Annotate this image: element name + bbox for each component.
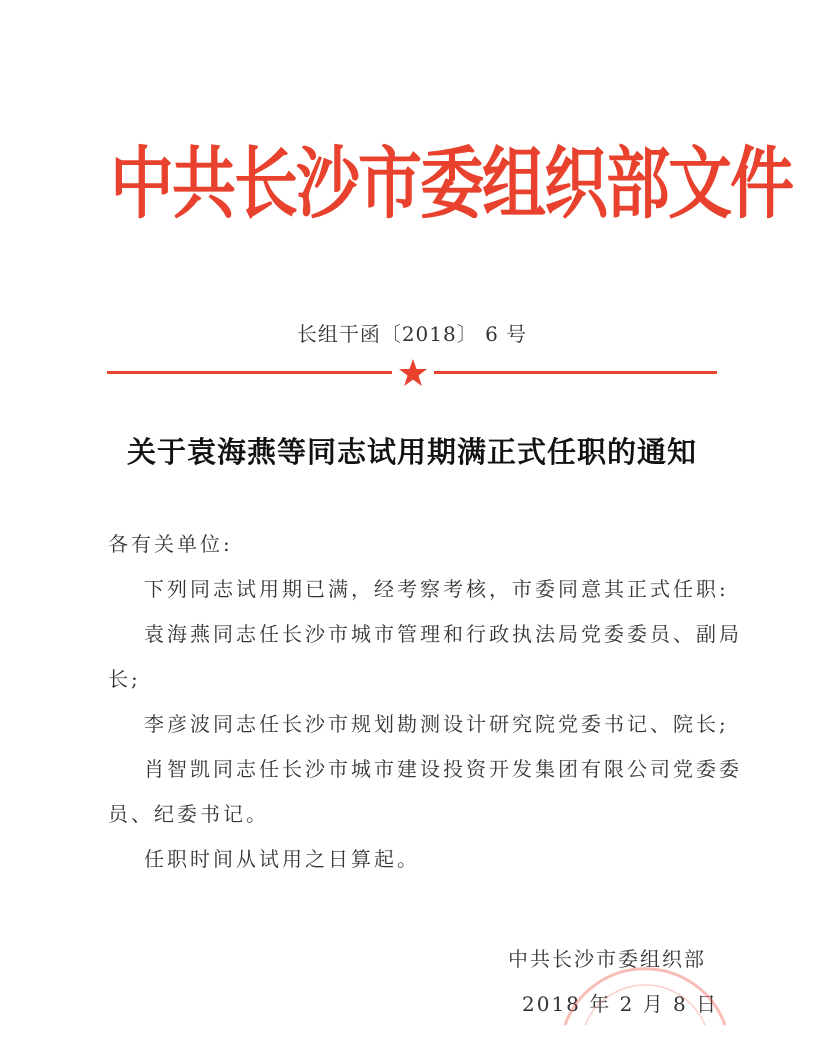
body-paragraph: 任职时间从试用之日算起。 xyxy=(144,847,420,871)
signature-organization: 中共长沙市委组织部 xyxy=(508,947,706,971)
body-paragraph: 下列同志试用期已满，经考察考核，市委同意其正式任职: xyxy=(144,577,729,601)
body-paragraph-continuation: 员、纪委书记。 xyxy=(108,802,269,826)
red-divider-left xyxy=(107,371,392,374)
document-number: 长组干函〔2018〕 6 号 xyxy=(296,322,528,346)
body-paragraph: 袁海燕同志任长沙市城市管理和行政执法局党委委员、副局 xyxy=(144,622,742,646)
salutation: 各有关单位: xyxy=(108,532,233,556)
star-icon xyxy=(398,358,428,388)
body-paragraph-continuation: 长; xyxy=(108,667,141,691)
body-paragraph: 肖智凯同志任长沙市城市建设投资开发集团有限公司党委委 xyxy=(144,757,742,781)
document-body xyxy=(108,522,742,882)
red-divider-right xyxy=(434,371,717,374)
document-masthead: 中共长沙市委组织部文件 xyxy=(110,139,792,231)
document-title: 关于袁海燕等同志试用期满正式任职的通知 xyxy=(126,435,697,469)
signature-date: 2018 年 2 月 8 日 xyxy=(522,992,719,1016)
body-paragraph: 李彦波同志任长沙市规划勘测设计研究院党委书记、院长; xyxy=(144,712,729,736)
